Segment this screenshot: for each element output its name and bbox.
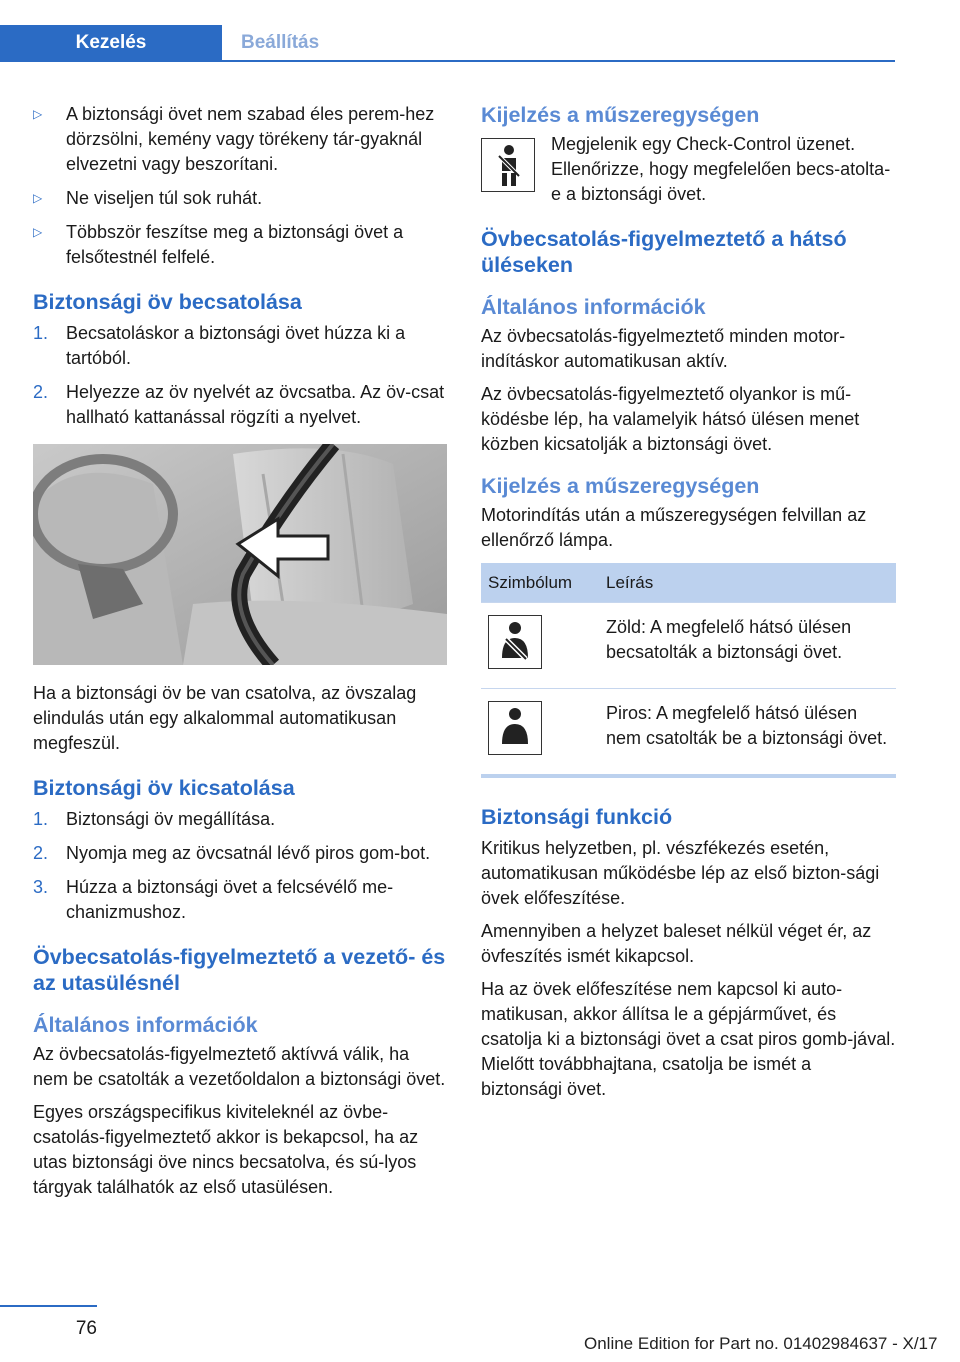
- list-item: [33, 220, 447, 270]
- paragraph: Amennyiben a helyzet baleset nélkül véget ér, az övfeszítés ismét kikapcsol.: [481, 921, 872, 966]
- paragraph: Ha az övek előfeszítése nem kapcsol ki auto-matikusan, akkor állítsa le a gépjárművet, és csatolja ki a biztonsági övet a csat piros gomb-jával. Mielőtt továbbhajtana, csatolja be ismét a biztonsági övet.: [481, 979, 896, 1099]
- seatbelt-warning-icon: [481, 138, 535, 192]
- edition-footer: Online Edition for Part no. 01402984637 - X/17: [584, 1334, 938, 1353]
- unfasten-steps: [33, 807, 447, 925]
- paragraph: Egyes országspecifikus kiviteleknél az övbe-csatolás-figyelmeztető akkor is bekapcsol, ha az utas biztonsági öve nincs becsatolva, és sú-lyos tárgyak találhatók az első utasülésen.: [33, 1102, 419, 1197]
- list-item: [33, 380, 447, 430]
- step-text: Becsatoláskor a biztonsági övet húzza ki a tartóból.: [66, 323, 406, 368]
- header-divider: [0, 60, 895, 62]
- subheading-general-info: Általános információk: [33, 1013, 258, 1037]
- step-number: 1.: [33, 809, 49, 829]
- triangle-bullet-icon: ▷: [33, 191, 43, 205]
- step-number: 1.: [33, 323, 49, 343]
- subheading-general-info: Általános információk: [481, 295, 706, 319]
- step-text: Helyezze az öv nyelvét az övcsatba. Az öv-csat hallható kattanással rögzíti a nyelvet.: [66, 382, 445, 427]
- table-cell: [481, 603, 599, 689]
- paragraph: Motorindítás után a műszeregységen felvillan az ellenőrző lámpa.: [481, 505, 867, 550]
- list-item: [33, 321, 447, 371]
- triangle-bullet-icon: ▷: [33, 107, 43, 121]
- list-item: [33, 875, 447, 925]
- table-header-row: [481, 563, 896, 603]
- list-item: [33, 841, 447, 866]
- step-text: Nyomja meg az övcsatnál lévő piros gom-bot.: [66, 843, 431, 863]
- check-control-indicator: [481, 132, 896, 207]
- page-number-rule: [0, 1305, 97, 1307]
- paragraph: Kritikus helyzetben, pl. vészfékezés esetén, automatikusan működésbe lép az első bizton-sági övek előfeszítése.: [481, 838, 880, 908]
- heading-becsatolas: Biztonsági öv becsatolása: [33, 290, 302, 314]
- triangle-bullet-icon: ▷: [33, 225, 43, 239]
- subheading-display: Kijelzés a műszeregységen: [481, 474, 760, 498]
- list-item: [33, 102, 447, 177]
- column-header-symbol: Szimbólum: [481, 563, 599, 603]
- heading-rear-reminder: Övbecsatolás-figyelmeztető a hátsó üléseken: [481, 227, 847, 277]
- heading-safety-function: Biztonsági funkció: [481, 805, 673, 829]
- table-cell: Piros: A megfelelő hátsó ülésen nem csatolták be a biztonsági övet.: [599, 689, 896, 777]
- paragraph: Az övbecsatolás-figyelmeztető olyankor is mű-ködésbe lép, ha valamelyik hátsó ülésen menet közben kicsatolják a biztonsági övet.: [481, 384, 860, 454]
- symbol-table: [481, 563, 896, 778]
- step-text: Húzza a biztonsági övet a felcsévélő me-chanizmushoz.: [66, 877, 394, 922]
- table-cell: Zöld: A megfelelő hátsó ülésen becsatolták a biztonsági övet.: [599, 603, 896, 689]
- table-cell: [481, 689, 599, 777]
- paragraph: Az övbecsatolás-figyelmeztető aktívvá válik, ha nem be csatolták a vezetőoldalon a biztonsági övet.: [33, 1044, 446, 1089]
- subheading-display: Kijelzés a műszeregységen: [481, 103, 760, 127]
- page-number: 76: [75, 1318, 97, 1339]
- belt-unfastened-icon: [488, 701, 542, 755]
- step-text: Biztonsági öv megállítása.: [66, 809, 276, 829]
- fasten-steps: [33, 321, 447, 430]
- table-row: [481, 603, 896, 689]
- step-number: 2.: [33, 843, 49, 863]
- bullet-text: Többször feszítse meg a biztonsági övet a felsőtestnél felfelé.: [66, 222, 404, 267]
- right-column: [481, 102, 896, 1110]
- header-tabs: [0, 25, 895, 62]
- table-row: [481, 689, 896, 777]
- list-item: [33, 807, 447, 832]
- left-column: [33, 102, 447, 1208]
- bullet-text: Ne viseljen túl sok ruhát.: [66, 188, 263, 208]
- tab-kezeles[interactable]: Kezelés: [0, 25, 222, 60]
- warning-bullet-list: [33, 102, 447, 270]
- seat-belt-photo: [33, 444, 447, 665]
- paragraph: Az övbecsatolás-figyelmeztető minden motor-indításkor automatikusan aktív.: [481, 326, 846, 371]
- indicator-text: Megjelenik egy Check-Control üzenet. Ellenőrizze, hogy megfelelően becs-atolta-e a biztonsági övet.: [551, 134, 891, 204]
- heading-front-reminder: Övbecsatolás-figyelmeztető a vezető- és az utasülésnél: [33, 945, 446, 995]
- bullet-text: A biztonsági övet nem szabad éles perem-hez dörzsölni, kemény vagy törékeny tár-gyaknál elvezetni vagy beszorítani.: [66, 104, 435, 174]
- fasten-caption: Ha a biztonsági öv be van csatolva, az övszalag elindulás után egy alkalommal automatikusan megfeszül.: [33, 683, 417, 753]
- list-item: [33, 186, 447, 211]
- column-header-description: Leírás: [599, 563, 896, 603]
- step-number: 2.: [33, 382, 49, 402]
- step-number: 3.: [33, 877, 49, 897]
- belt-fastened-icon: [488, 615, 542, 669]
- heading-kicsatolas: Biztonsági öv kicsatolása: [33, 776, 295, 800]
- tab-beallitas[interactable]: Beállítás: [241, 31, 320, 53]
